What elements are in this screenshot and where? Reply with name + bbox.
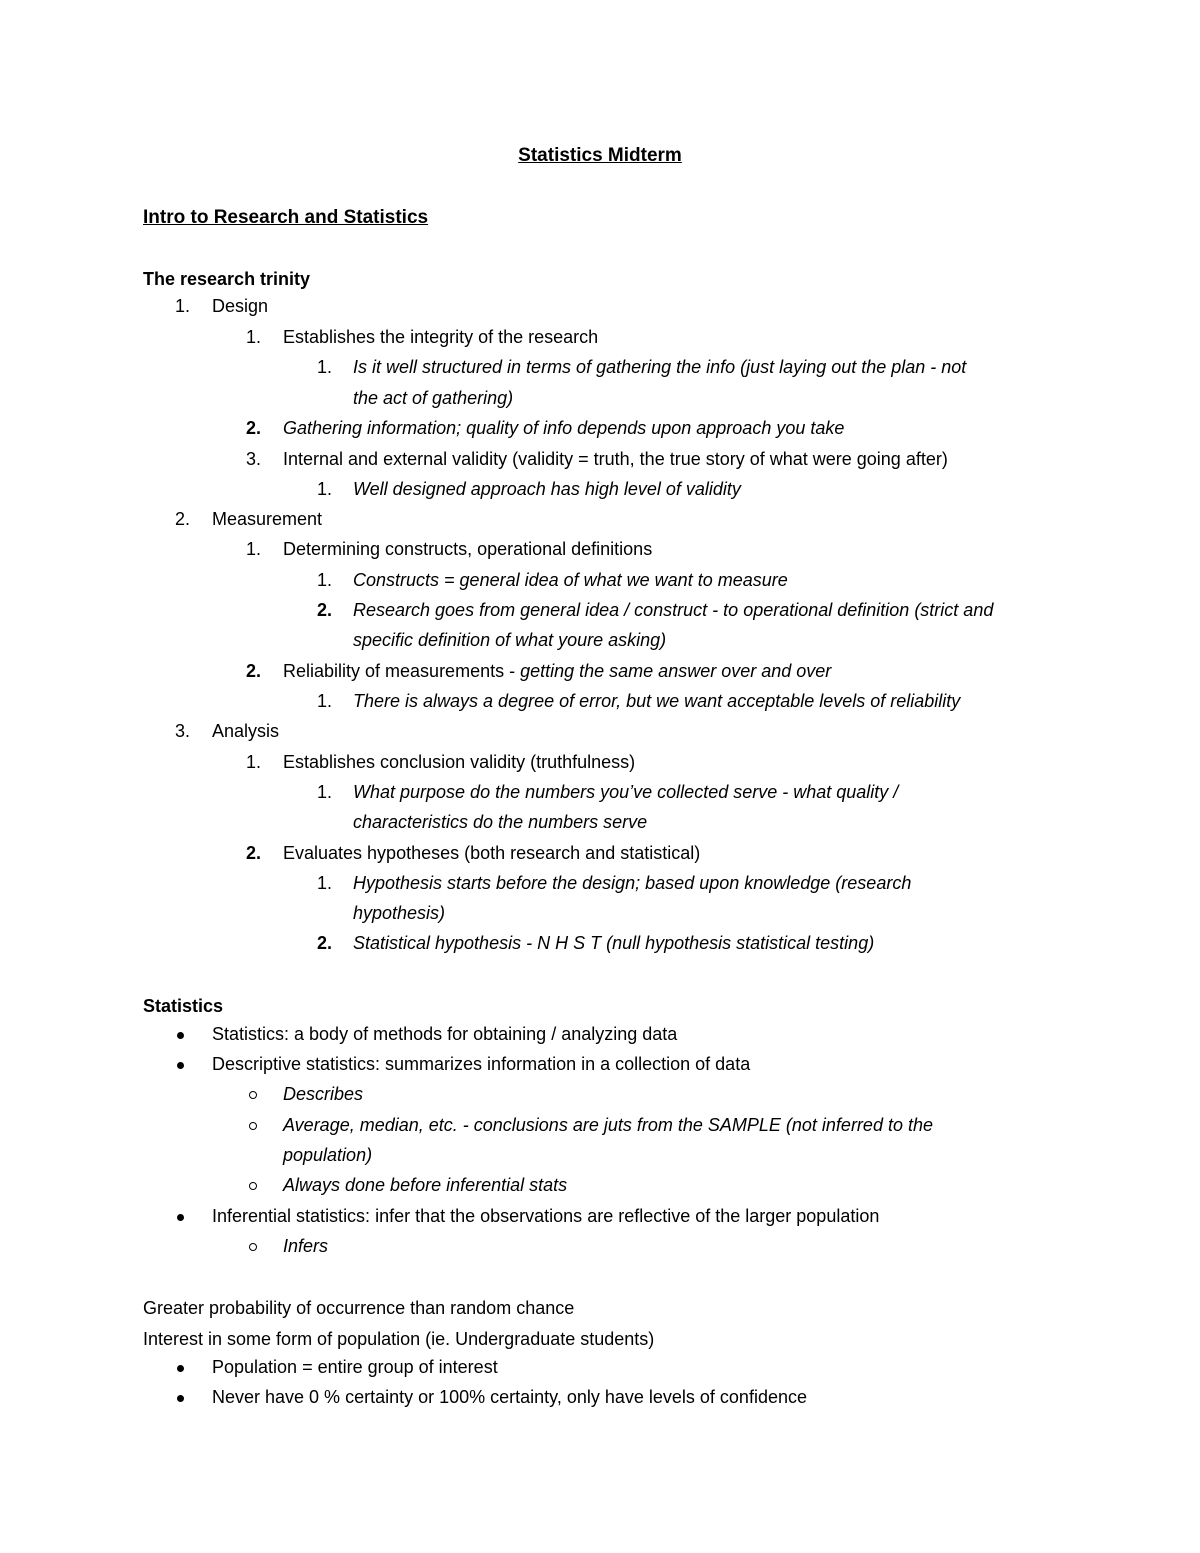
list-item: Gathering information; quality of info depends upon approach you take	[283, 418, 845, 438]
list-number: 2.	[175, 509, 191, 529]
list-number: 1.	[317, 570, 333, 590]
list-item: Is it well structured in terms of gathering the info (just laying out the plan - not	[353, 357, 967, 377]
list-item: Evaluates hypotheses (both research and statistical)	[283, 843, 701, 863]
list-item: Well designed approach has high level of validity	[353, 479, 741, 499]
list-number: 1.	[317, 479, 333, 499]
bullet-dot	[177, 1365, 184, 1372]
bullet-item: Describes	[283, 1084, 364, 1104]
list-item-design: Design	[212, 296, 269, 316]
list-number: 1.	[317, 357, 333, 377]
list-item: Statistical hypothesis - N H S T (null hypothesis statistical testing)	[353, 933, 875, 953]
list-item: Establishes conclusion validity (truthfulness)	[283, 752, 636, 772]
bullet-item: Infers	[283, 1236, 329, 1256]
statistics-heading: Statistics	[143, 996, 224, 1016]
list-number: 2.	[317, 600, 333, 620]
paragraph: Greater probability of occurrence than random chance	[143, 1298, 575, 1318]
list-item-continuation: the act of gathering)	[353, 388, 514, 408]
list-item-measurement: Measurement	[212, 509, 323, 529]
list-number: 3.	[175, 721, 191, 741]
document-title: Statistics Midterm	[518, 145, 682, 166]
bullet-item: Inferential statistics: infer that the observations are reflective of the larger population	[212, 1206, 880, 1226]
list-number: 1.	[246, 327, 262, 347]
list-item: Hypothesis starts before the design; based upon knowledge (research	[353, 873, 912, 893]
bullet-ring	[249, 1243, 257, 1251]
bullet-dot	[177, 1062, 184, 1069]
list-number: 2.	[246, 843, 262, 863]
bullet-ring	[249, 1182, 257, 1190]
list-item: Internal and external validity (validity = truth, the true story of what were going after)	[283, 449, 948, 469]
list-item-analysis: Analysis	[212, 721, 280, 741]
list-number: 2.	[246, 418, 262, 438]
bullet-dot	[177, 1395, 184, 1402]
list-item: Research goes from general idea / construct - to operational definition (strict and	[353, 600, 994, 620]
list-number: 1.	[317, 873, 333, 893]
list-item: Determining constructs, operational definitions	[283, 539, 653, 559]
list-item-plain: Reliability of measurements -	[283, 661, 521, 681]
bullet-ring	[249, 1122, 257, 1130]
bullet-item: Descriptive statistics: summarizes information in a collection of data	[212, 1054, 751, 1074]
bullet-item-continuation: population)	[283, 1145, 373, 1165]
bullet-item: Statistics: a body of methods for obtaining / analyzing data	[212, 1024, 678, 1044]
list-number: 1.	[246, 539, 262, 559]
list-number: 1.	[175, 296, 191, 316]
bullet-item: Always done before inferential stats	[283, 1175, 568, 1195]
list-item: Establishes the integrity of the research	[283, 327, 599, 347]
list-item	[283, 661, 831, 682]
list-number: 2.	[246, 661, 262, 681]
list-item-emphasis: getting the same answer over and over	[520, 661, 832, 681]
bullet-dot	[177, 1214, 184, 1221]
list-item: Constructs = general idea of what we want to measure	[353, 570, 788, 590]
paragraph: Interest in some form of population (ie. Undergraduate students)	[143, 1329, 655, 1349]
bullet-item: Population = entire group of interest	[212, 1357, 498, 1377]
list-number: 1.	[317, 782, 333, 802]
section-heading: Intro to Research and Statistics	[143, 207, 429, 228]
list-item-continuation: hypothesis)	[353, 903, 446, 923]
list-item-continuation: specific definition of what youre asking)	[353, 630, 667, 650]
list-number: 3.	[246, 449, 262, 469]
list-item: There is always a degree of error, but we want acceptable levels of reliability	[353, 691, 961, 711]
list-item-continuation: characteristics do the numbers serve	[353, 812, 648, 832]
bullet-ring	[249, 1091, 257, 1099]
bullet-item: Never have 0 % certainty or 100% certainty, only have levels of confidence	[212, 1387, 807, 1407]
trinity-heading: The research trinity	[143, 269, 311, 289]
bullet-item: Average, median, etc. - conclusions are juts from the SAMPLE (not inferred to the	[283, 1115, 933, 1135]
list-item: What purpose do the numbers you’ve collected serve - what quality /	[353, 782, 899, 802]
bullet-dot	[177, 1032, 184, 1039]
list-number: 1.	[246, 752, 262, 772]
list-number: 1.	[317, 691, 333, 711]
list-number: 2.	[317, 933, 333, 953]
